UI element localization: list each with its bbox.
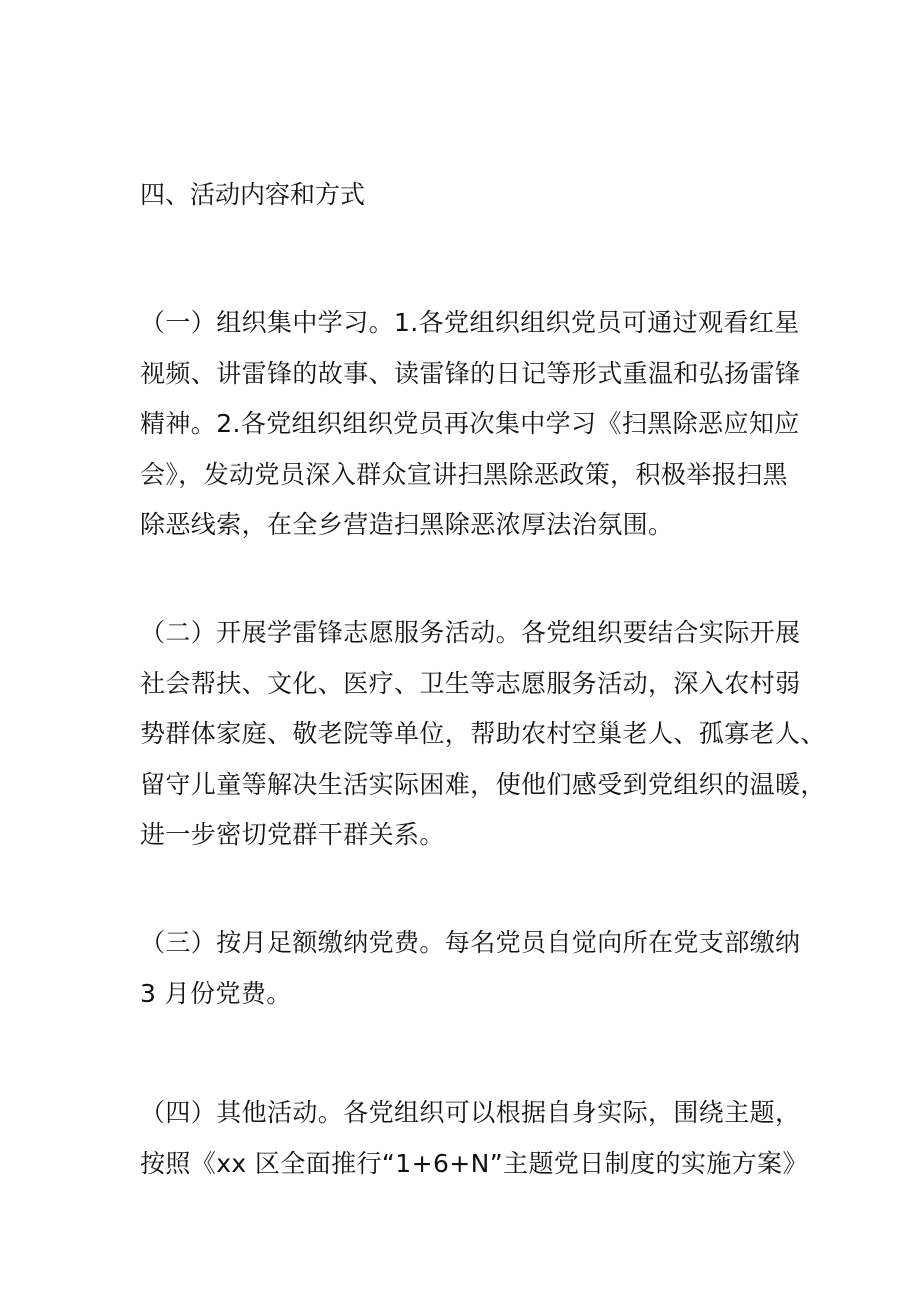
paragraph-other-activities: [140, 1088, 808, 1189]
paragraph-line: 势群体家庭、敬老院等单位，帮助农村空巢老人、孤寡老人、: [140, 719, 826, 748]
paragraph-volunteer-service: [140, 608, 826, 861]
paragraph-line: （三）按月足额缴纳党费。每名党员自觉向所在党支部缴纳: [140, 928, 801, 957]
paragraph-organize-study: [140, 298, 801, 551]
paragraph-line: 留守儿童等解决生活实际困难，使他们感受到党组织的温暖，: [140, 769, 826, 799]
paragraph-line: （一）组织集中学习。1.各党组织组织党员可通过观看红星: [140, 308, 800, 337]
section-heading: 四、活动内容和方式: [140, 180, 366, 209]
paragraph-line: 按照《xx 区全面推行“1+6+N”主题党日制度的实施方案》: [140, 1148, 808, 1178]
paragraph-party-dues: [140, 918, 801, 1019]
paragraph-line: 精神。2.各党组织组织党员再次集中学习《扫黑除恶应知应: [140, 409, 800, 438]
paragraph-line: （二）开展学雷锋志愿服务活动。各党组织要结合实际开展: [140, 618, 801, 647]
paragraph-line: 3 月份党费。: [140, 978, 292, 1008]
paragraph-line: 会》，发动党员深入群众宣讲扫黑除恶政策，积极举报扫黑: [140, 459, 788, 489]
paragraph-line: 除恶线索，在全乡营造扫黑除恶浓厚法治氛围。: [140, 510, 674, 539]
paragraph-line: 进一步密切党群干群关系。: [140, 820, 445, 849]
paragraph-line: （四）其他活动。各党组织可以根据自身实际，围绕主题，: [140, 1098, 801, 1127]
paragraph-line: 社会帮扶、文化、医疗、卫生等志愿服务活动，深入农村弱: [140, 668, 801, 698]
paragraph-line: 视频、讲雷锋的故事、读雷锋的日记等形式重温和弘扬雷锋: [140, 358, 801, 388]
